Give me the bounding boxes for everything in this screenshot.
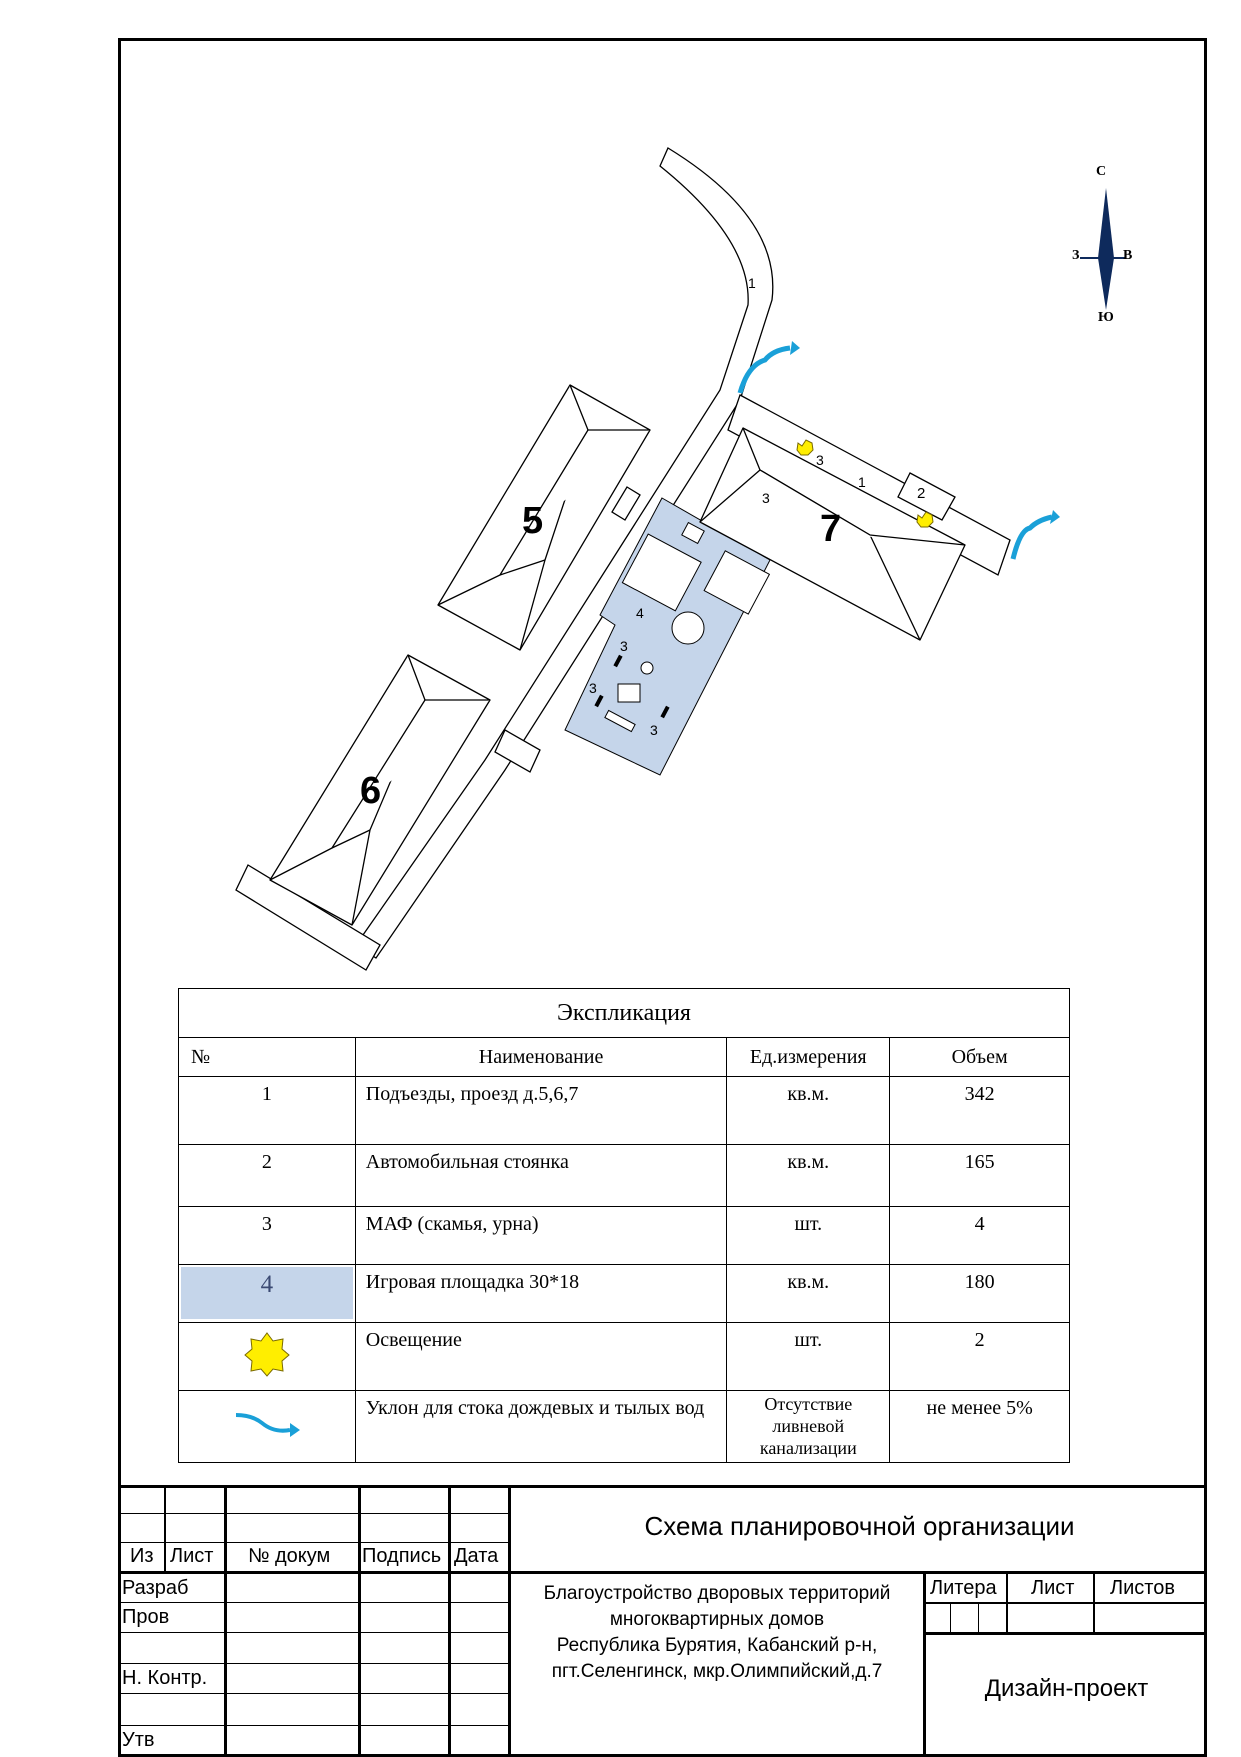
compass-east: В [1123, 248, 1133, 263]
role-nkontr: Н. Контр. [122, 1667, 208, 1689]
playground-carousel [672, 612, 704, 644]
header-name: Наименование [355, 1038, 727, 1077]
side-path [612, 487, 640, 520]
table-row: 1 Подъезды, проезд д.5,6,7 кв.м. 342 [179, 1077, 1070, 1145]
role-razrab: Разраб [122, 1577, 189, 1599]
light-legend-icon [244, 1331, 290, 1377]
label-parking-2: 2 [917, 485, 926, 502]
project-description: Благоустройство дворовых территорий многоквартирных домов Республика Бурятия, Кабанский р-н, пгт.Селенгинск, мкр.Олимпийский,д.7 [543, 1583, 891, 1682]
explication-table [178, 988, 1070, 1463]
label-playground-4: 4 [636, 605, 644, 621]
label-road-1-mid: 1 [858, 474, 866, 490]
label-maf-3-e: 3 [650, 722, 658, 738]
playground-climber [618, 684, 640, 702]
header-unit: Ед.измерения [727, 1038, 890, 1077]
compass-west: З [1072, 248, 1080, 263]
table-row: 3 МАФ (скамья, урна) шт. 4 [179, 1207, 1070, 1265]
table-row: Уклон для стока дождевых и тылых вод Отсутствие ливневой канализации не менее 5% [179, 1391, 1070, 1463]
playground-spinner [641, 662, 653, 674]
building-6-number: 6 [360, 770, 382, 812]
table-row: 2 Автомобильная стоянка кв.м. 165 [179, 1145, 1070, 1207]
table-row: Освещение шт. 2 [179, 1323, 1070, 1391]
explication-title: Экспликация [179, 989, 1070, 1038]
sheet-label: Лист [1031, 1577, 1075, 1599]
col-doc: № докум [248, 1545, 331, 1567]
building-7-number: 7 [820, 508, 842, 550]
compass-north: С [1096, 164, 1107, 179]
compass-south: Ю [1098, 310, 1114, 325]
col-sign: Подпись [362, 1545, 442, 1567]
header-volume: Объем [890, 1038, 1070, 1077]
col-iz: Из [130, 1545, 154, 1567]
role-utv: Утв [122, 1729, 155, 1751]
playground-legend-swatch: 4 [181, 1267, 353, 1319]
table-row: 4 Игровая площадка 30*18 кв.м. 180 [179, 1265, 1070, 1323]
compass-rose [1080, 188, 1125, 310]
col-date: Дата [454, 1545, 499, 1567]
title-block [118, 1485, 1207, 1755]
label-maf-3-a: 3 [816, 452, 824, 468]
litera-label: Литера [930, 1577, 997, 1599]
col-list: Лист [170, 1545, 214, 1567]
header-num: № [179, 1038, 356, 1077]
building-5-number: 5 [522, 500, 544, 542]
role-prov: Пров [122, 1606, 170, 1628]
label-maf-3-d: 3 [589, 680, 597, 696]
label-maf-3-b: 3 [762, 490, 770, 506]
sheets-label: Листов [1110, 1577, 1175, 1599]
drawing-title: Схема планировочной организации [644, 1511, 1075, 1541]
label-maf-3-c: 3 [620, 638, 628, 654]
drain-legend-icon [232, 1409, 302, 1439]
label-road-1-top: 1 [748, 275, 756, 291]
stage-label: Дизайн-проект [984, 1675, 1149, 1702]
